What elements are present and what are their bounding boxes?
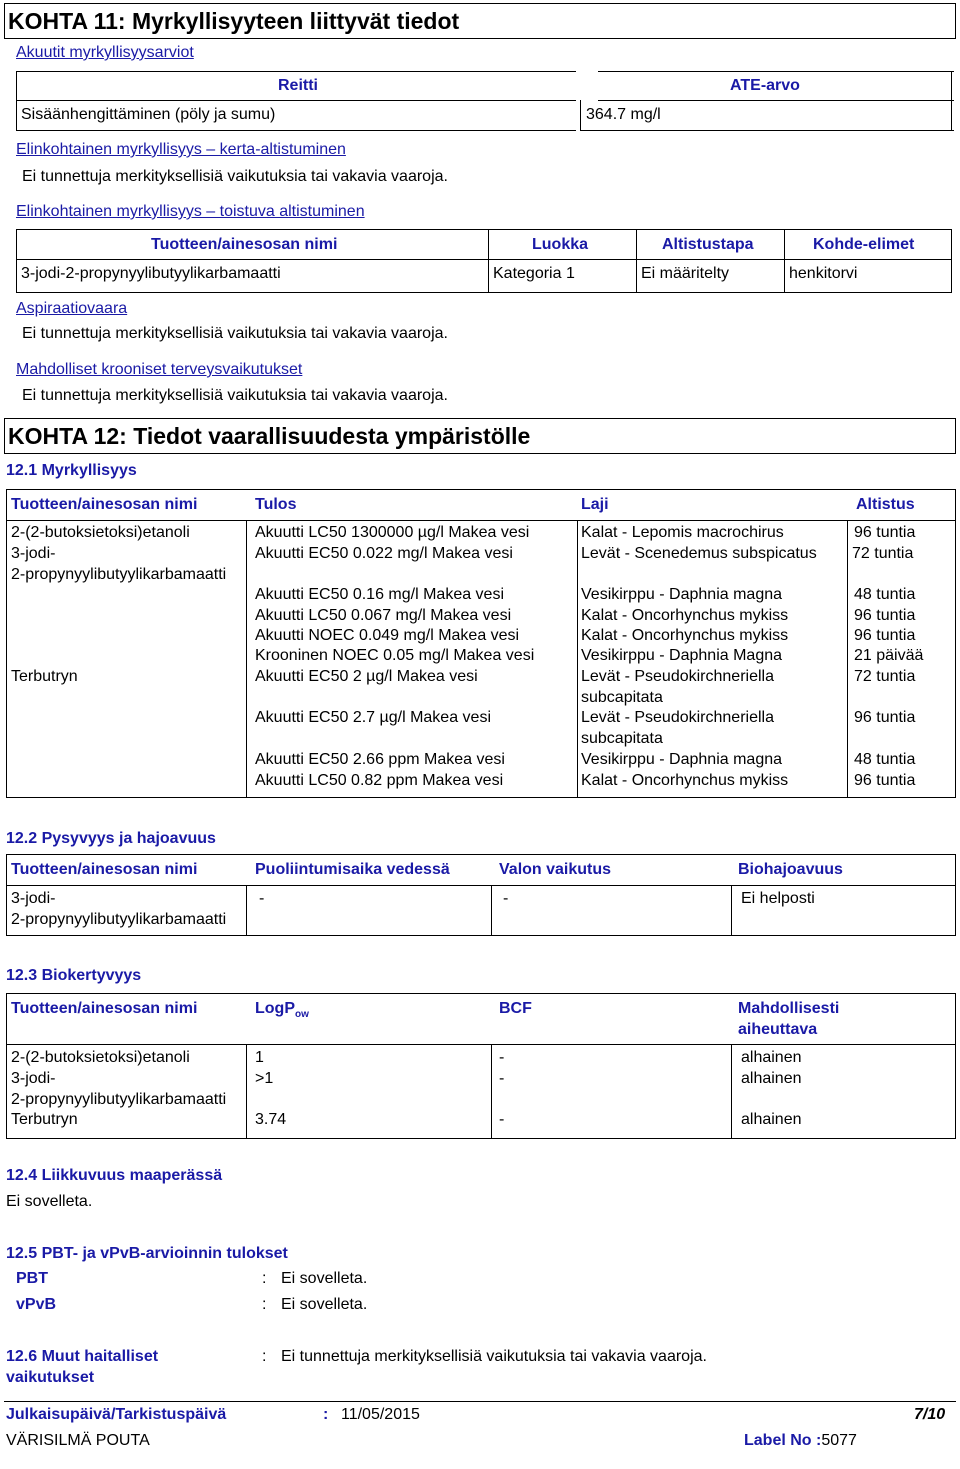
toxicity-header-species: Laji xyxy=(581,496,609,513)
vpvb-colon: : xyxy=(262,1296,267,1313)
aspiration-heading[interactable]: Aspiraatiovaara xyxy=(16,300,128,317)
pbt-value: Ei sovelleta. xyxy=(281,1270,368,1287)
single-exposure-heading[interactable]: Elinkohtainen myrkyllisyys – kerta-altistuminen xyxy=(16,141,346,158)
toxicity-header-exposure: Altistus xyxy=(856,496,915,513)
toxicity-species: Kalat - Oncorhynchus mykiss xyxy=(581,627,789,644)
repeated-row-category: Kategoria 1 xyxy=(493,265,575,282)
toxicity-substance-name: 2-(2-butoksietoksi)etanoli xyxy=(11,524,190,541)
toxicity-result: Akuutti EC50 2 µg/l Makea vesi xyxy=(255,668,478,685)
bioaccumulation-potential: alhainen xyxy=(741,1049,802,1066)
toxicity-result: Akuutti EC50 2.66 ppm Makea vesi xyxy=(255,751,505,768)
section-11-title: KOHTA 11: Myrkyllisyyteen liittyvät tiedot xyxy=(4,3,956,39)
toxicity-exposure: 48 tuntia xyxy=(854,751,916,768)
bioaccumulation-logp: 3.74 xyxy=(255,1111,287,1128)
toxicity-species: Vesikirppu - Daphnia magna xyxy=(581,751,783,768)
persistence-table xyxy=(6,854,956,936)
bioaccumulation-header-potential-cont: aiheuttava xyxy=(738,1021,818,1038)
toxicity-species: Levät - Pseudokirchneriella xyxy=(581,668,774,685)
toxicity-result: Akuutti EC50 2.7 µg/l Makea vesi xyxy=(255,709,491,726)
toxicity-species: Vesikirppu - Daphnia Magna xyxy=(581,647,783,664)
bioaccumulation-substance-name: Terbutryn xyxy=(11,1111,78,1128)
vpvb-label: vPvB xyxy=(16,1296,57,1313)
bioaccumulation-logp: >1 xyxy=(255,1070,274,1087)
pbt-label: PBT xyxy=(16,1270,48,1287)
toxicity-table xyxy=(6,489,956,798)
other-effects-text: Ei tunnettuja merkityksellisiä vaikutuksia tai vakavia vaaroja. xyxy=(281,1348,707,1365)
pbt-colon: : xyxy=(262,1270,267,1287)
toxicity-result: Akuutti LC50 1300000 µg/l Makea vesi xyxy=(255,524,530,541)
section-12-title: KOHTA 12: Tiedot vaarallisuudesta ympäristölle xyxy=(4,418,956,454)
route-column-header: Reitti xyxy=(278,77,318,94)
repeated-row-name: 3-jodi-2-propynyylibutyylikarbamaatti xyxy=(21,265,281,282)
ate-column-header: ATE-arvo xyxy=(730,77,800,94)
footer-product-name: VÄRISILMÄ POUTA xyxy=(6,1432,150,1449)
bioaccumulation-header-potential: Mahdollisesti xyxy=(738,1000,840,1017)
repeated-header-category: Luokka xyxy=(532,236,589,253)
bioaccumulation-header-name: Tuotteen/ainesosan nimi xyxy=(11,1000,198,1017)
ate-value: 364.7 mg/l xyxy=(586,106,661,123)
toxicity-substance-name: 2-propynyylibutyylikarbamaatti xyxy=(11,566,227,583)
toxicity-exposure: 72 tuntia xyxy=(852,545,914,562)
persistence-header-light: Valon vaikutus xyxy=(499,861,612,878)
route-value: Sisäänhengittäminen (pöly ja sumu) xyxy=(21,106,276,123)
persistence-header-name: Tuotteen/ainesosan nimi xyxy=(11,861,198,878)
toxicity-exposure: 48 tuntia xyxy=(854,586,916,603)
toxicity-exposure: 72 tuntia xyxy=(854,668,916,685)
repeated-exposure-heading[interactable]: Elinkohtainen myrkyllisyys – toistuva altistuminen xyxy=(16,203,365,220)
bioaccumulation-potential: alhainen xyxy=(741,1111,802,1128)
footer-page-number: 7/10 xyxy=(914,1406,946,1423)
toxicity-result: Akuutti LC50 0.067 mg/l Makea vesi xyxy=(255,607,512,624)
vpvb-value: Ei sovelleta. xyxy=(281,1296,368,1313)
persistence-substance-name-cont: 2-propynyylibutyylikarbamaatti xyxy=(11,911,227,928)
persistence-substance-name: 3-jodi- xyxy=(11,890,56,907)
repeated-header-name: Tuotteen/ainesosan nimi xyxy=(151,236,338,253)
toxicity-species-cont: subcapitata xyxy=(581,689,663,706)
bioaccumulation-header-logp: LogP$_{ow}$ xyxy=(255,1000,309,1021)
toxicity-exposure: 96 tuntia xyxy=(854,627,916,644)
acute-toxicity-heading[interactable]: Akuutit myrkyllisyysarviot xyxy=(16,44,194,61)
persistence-header-halflife: Puoliintumisaika vedessä xyxy=(255,861,450,878)
toxicity-heading: 12.1 Myrkyllisyys xyxy=(6,462,137,479)
toxicity-result: Akuutti EC50 0.16 mg/l Makea vesi xyxy=(255,586,505,603)
toxicity-species-cont: subcapitata xyxy=(581,730,663,747)
bioaccumulation-bcf: - xyxy=(499,1049,505,1066)
toxicity-result: Akuutti LC50 0.82 ppm Makea vesi xyxy=(255,772,504,789)
toxicity-species: Kalat - Oncorhynchus mykiss xyxy=(581,607,789,624)
repeated-exposure-table xyxy=(16,229,952,293)
bioaccumulation-substance-name-cont: 2-propynyylibutyylikarbamaatti xyxy=(11,1091,227,1108)
toxicity-header-result: Tulos xyxy=(255,496,297,513)
footer-label-number: Label No :5077 xyxy=(744,1432,857,1449)
acute-toxicity-table xyxy=(16,70,952,132)
bioaccumulation-heading: 12.3 Biokertyvyys xyxy=(6,967,142,984)
toxicity-result: Akuutti NOEC 0.049 mg/l Makea vesi xyxy=(255,627,520,644)
footer-divider xyxy=(4,1401,956,1402)
other-effects-heading-cont: vaikutukset xyxy=(6,1369,95,1386)
toxicity-species: Kalat - Oncorhynchus mykiss xyxy=(581,772,789,789)
mobility-heading: 12.4 Liikkuvuus maaperässä xyxy=(6,1167,223,1184)
footer-date-value: 11/05/2015 xyxy=(341,1406,420,1423)
logp-subscript: ow xyxy=(295,1009,309,1021)
single-exposure-text: Ei tunnettuja merkityksellisiä vaikutuksia tai vakavia vaaroja. xyxy=(22,168,448,185)
toxicity-exposure: 96 tuntia xyxy=(854,709,916,726)
bioaccumulation-header-bcf: BCF xyxy=(499,1000,532,1017)
repeated-row-route: Ei määritelty xyxy=(641,265,730,282)
bioaccumulation-bcf: - xyxy=(499,1070,505,1087)
toxicity-exposure: 96 tuntia xyxy=(854,607,916,624)
other-effects-colon: : xyxy=(262,1348,267,1365)
toxicity-header-name: Tuotteen/ainesosan nimi xyxy=(11,496,198,513)
toxicity-species: Vesikirppu - Daphnia magna xyxy=(581,586,783,603)
bioaccumulation-potential: alhainen xyxy=(741,1070,802,1087)
mobility-text: Ei sovelleta. xyxy=(6,1193,93,1210)
pbt-heading: 12.5 PBT- ja vPvB-arvioinnin tulokset xyxy=(6,1245,288,1262)
repeated-header-organs: Kohde-elimet xyxy=(813,236,915,253)
chronic-effects-text: Ei tunnettuja merkityksellisiä vaikutuksia tai vakavia vaaroja. xyxy=(22,387,448,404)
bioaccumulation-bcf: - xyxy=(499,1111,505,1128)
toxicity-exposure: 21 päivää xyxy=(854,647,924,664)
bioaccumulation-table xyxy=(6,993,956,1139)
persistence-halflife-value: - xyxy=(259,890,265,907)
toxicity-result: Akuutti EC50 0.022 mg/l Makea vesi xyxy=(255,545,513,562)
toxicity-species: Levät - Pseudokirchneriella xyxy=(581,709,774,726)
toxicity-exposure: 96 tuntia xyxy=(854,772,916,789)
toxicity-exposure: 96 tuntia xyxy=(854,524,916,541)
aspiration-text: Ei tunnettuja merkityksellisiä vaikutuksia tai vakavia vaaroja. xyxy=(22,325,448,342)
persistence-header-biodeg: Biohajoavuus xyxy=(738,861,843,878)
persistence-biodeg-value: Ei helposti xyxy=(741,890,815,907)
toxicity-species: Kalat - Lepomis macrochirus xyxy=(581,524,784,541)
toxicity-substance-name: Terbutryn xyxy=(11,668,78,685)
persistence-heading: 12.2 Pysyvyys ja hajoavuus xyxy=(6,830,216,847)
bioaccumulation-substance-name: 2-(2-butoksietoksi)etanoli xyxy=(11,1049,190,1066)
footer-date-colon: : xyxy=(323,1406,329,1423)
toxicity-result: Krooninen NOEC 0.05 mg/l Makea vesi xyxy=(255,647,535,664)
persistence-light-value: - xyxy=(503,890,509,907)
bioaccumulation-substance-name: 3-jodi- xyxy=(11,1070,56,1087)
toxicity-species: Levät - Scenedemus subspicatus xyxy=(581,545,817,562)
repeated-row-organs: henkitorvi xyxy=(789,265,858,282)
bioaccumulation-logp: 1 xyxy=(255,1049,264,1066)
other-effects-heading: 12.6 Muut haitalliset xyxy=(6,1348,159,1365)
repeated-header-route: Altistustapa xyxy=(662,236,754,253)
chronic-effects-heading[interactable]: Mahdolliset krooniset terveysvaikutukset xyxy=(16,361,303,378)
toxicity-substance-name: 3-jodi- xyxy=(11,545,56,562)
footer-date-label: Julkaisupäivä/Tarkistuspäivä xyxy=(6,1406,227,1423)
